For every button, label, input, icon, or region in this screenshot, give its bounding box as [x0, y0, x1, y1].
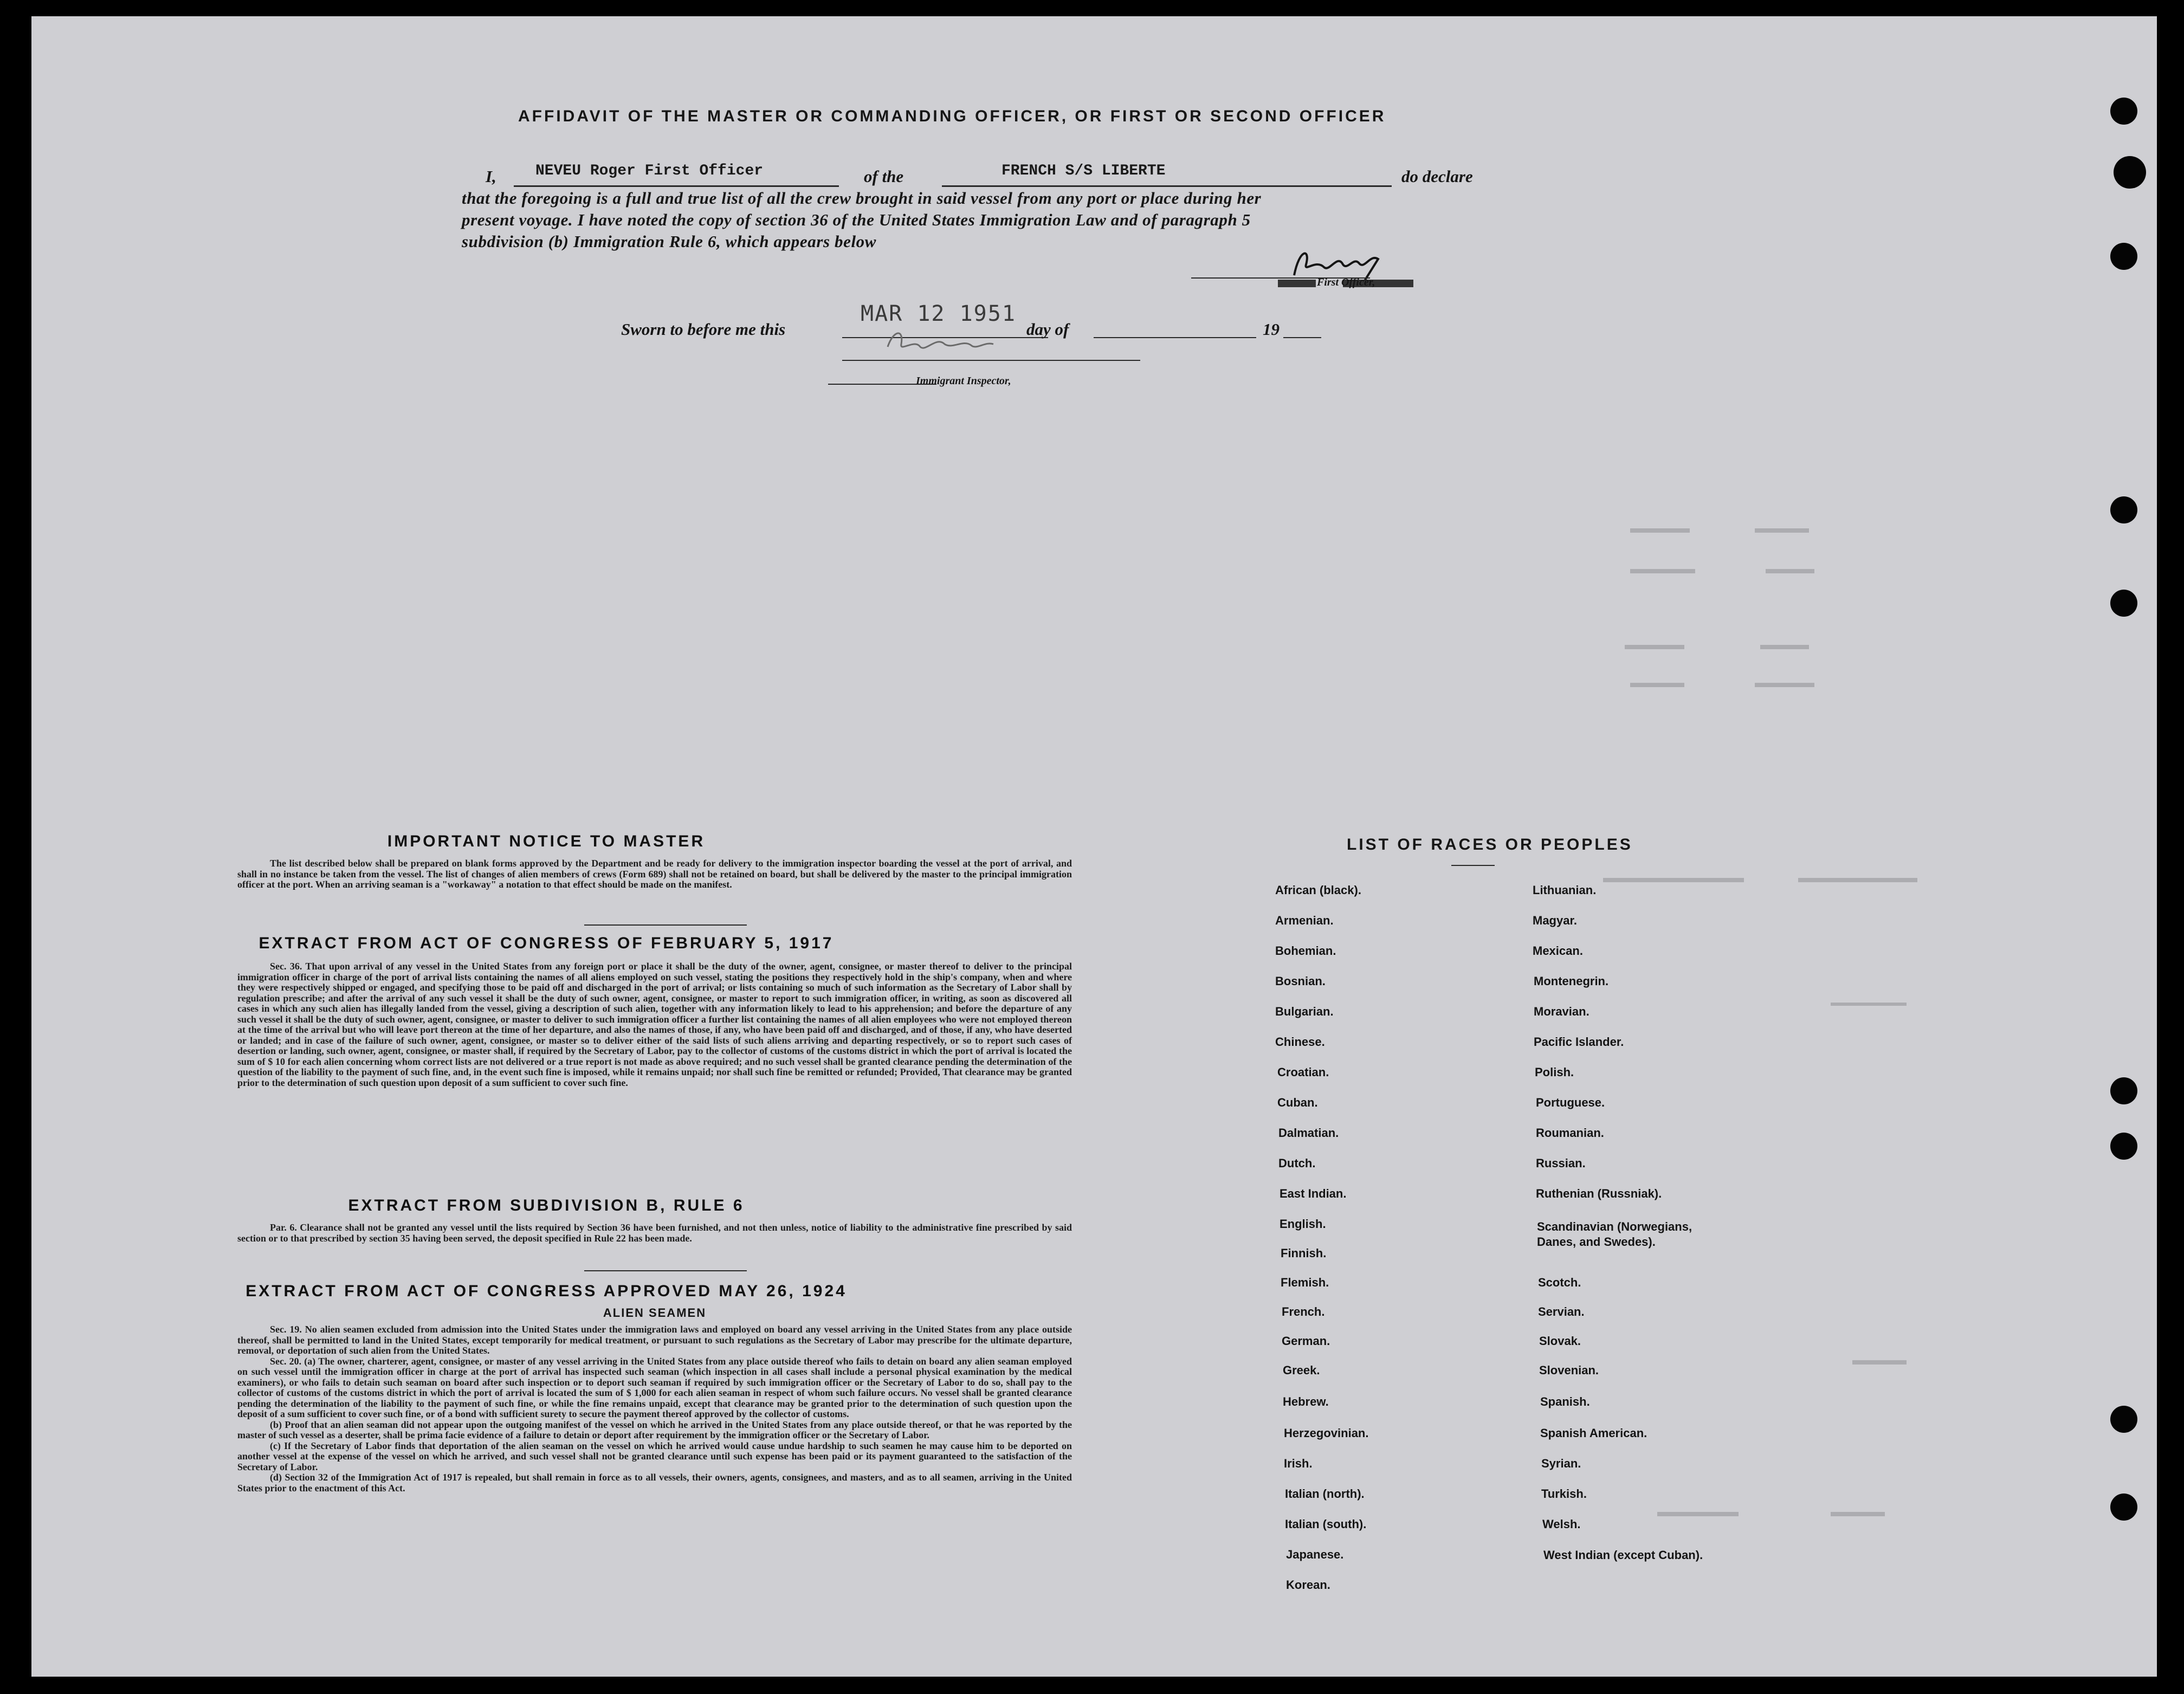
race-item: Dalmatian.: [1278, 1126, 1339, 1140]
vessel-line: [942, 185, 1392, 187]
month-line: [1094, 337, 1256, 338]
extract-1924-sec20b: (b) Proof that an alien seaman did not appear upon the outgoing manifest of the vessel on which he arrived in the United States from any place outside thereof, or that he was reported by the master of such vessel as a deserter, shall be prima facie evidence of a failure to detain or deport after requirement by the immigration officer or the Secretary of Labor.: [237, 1419, 1072, 1440]
race-item: Croatian.: [1277, 1065, 1329, 1079]
race-item: Welsh.: [1542, 1517, 1581, 1531]
binder-hole: [2110, 1406, 2137, 1433]
races-title: LIST OF RACES OR PEOPLES: [1347, 836, 1633, 854]
extract-1924-subtitle: ALIEN SEAMEN: [603, 1306, 707, 1320]
race-item: Japanese.: [1286, 1548, 1344, 1561]
day-of-label: day of: [1026, 320, 1069, 339]
extract-1917-body: [237, 961, 1072, 1088]
race-item: Cuban.: [1277, 1096, 1318, 1109]
vessel-name: FRENCH S/S LIBERTE: [1001, 163, 1166, 179]
race-item: Slovenian.: [1539, 1363, 1599, 1377]
race-item: West Indian (except Cuban).: [1543, 1548, 1703, 1562]
of-the-label: of the: [864, 167, 904, 186]
extract-1924-sec19: Sec. 19. No alien seamen excluded from admission into the United States under the immigration laws and employed on board any vessel arriving in the United States from any place outside thereof, shall be permitted to land in the United States, except temporarily for medical treatment, or pursuant to such regulations as the Secretary of Labor may prescribe for the ultimate departure, removal, or deportation of such alien from the United States.: [237, 1324, 1072, 1356]
extract-rule6-text: Par. 6. Clearance shall not be granted any vessel until the lists required by Section 36 have been furnished, and not then unless, notice of liability to the administrative fine prescribed by said section or to that prescribed by section 35 having been served, the deposit specified in Rule 22 has been made.: [237, 1222, 1072, 1244]
binder-hole: [2110, 1077, 2137, 1104]
manifest-page: [31, 16, 2157, 1677]
inspector-line-1: [842, 360, 1140, 361]
year-line: [1283, 337, 1321, 338]
affidavit-line2: that the foregoing is a full and true list of all the crew brought in said vessel from any port or place during her: [462, 189, 1262, 208]
race-item: Italian (north).: [1285, 1487, 1365, 1501]
race-item: Hebrew.: [1283, 1395, 1329, 1408]
race-item: Bosnian.: [1275, 974, 1326, 988]
race-item: Scandinavian (Norwegians, Danes, and Swedes).: [1537, 1220, 1692, 1249]
binder-hole: [2110, 98, 2137, 125]
race-item: Roumanian.: [1536, 1126, 1604, 1140]
affidavit-prefix: I,: [486, 167, 496, 186]
inspector-caption: Immigrant Inspector,: [916, 375, 1011, 387]
extract-rule6-body: [237, 1223, 1072, 1244]
race-item: Syrian.: [1541, 1457, 1581, 1470]
race-item: Spanish American.: [1540, 1426, 1647, 1440]
race-item: Mexican.: [1533, 944, 1583, 958]
race-item: Korean.: [1286, 1578, 1330, 1592]
divider: [584, 924, 747, 926]
affidavit-title: AFFIDAVIT OF THE MASTER OR COMMANDING OFFICER, OR FIRST OR SECOND OFFICER: [518, 107, 1386, 125]
race-item: Polish.: [1535, 1065, 1574, 1079]
extract-1917-text: Sec. 36. That upon arrival of any vessel in the United States from any foreign port or place it shall be the duty of the owner, agent, consignee, or master thereof to deliver to the principal immigration officer in charge of the port of arrival lists containing the names of all aliens employed on such vessel, stating the positions they respectively hold in the ship's company, when and where they were respectively shipped or engaged, and specifying those to be paid off and discharged in the port of arrival; or lists containing so much of such information as the Secretary of Labor shall by regulation prescribe; and after the arrival of any such vessel it shall be the duty of such owner, agent, consignee, or master to report to such immigration officer, in writing, as soon as discovered all cases in which any such alien has illegally landed from the vessel, giving a description of such alien, together with any information likely to lead to his apprehension; and before the departure of any such vessel it shall be the duty of such owner, agent, consignee, or master to deliver to such immigration officer a further list containing the names of all alien employees who were not employed thereon at the time of the arrival but who will leave port thereon at the time of her departure, and also the names of those, if any, who have been paid off and discharged, and of those, if any, who have deserted or landed; and in case of the failure of such owner, agent, consignee, or master so to deliver either of the said lists of such aliens arriving and departing respectively, or so to report such cases of desertion or landing, such owner, agent, consignee, or master shall, if required by the Secretary of Labor, pay to the collector of customs of the customs district in which the port of arrival is located the sum of $ 10 for each alien concerning whom correct lists are not delivered or a true report is not made as above required; and no such vessel shall be granted clearance pending the determination of the question of the liability to the payment of such fine, and, in the event such fine is imposed, while it remains unpaid; nor shall such fine be remitted or refunded; Provided, That clearance may be granted prior to the determination of such question upon deposit of a sum sufficient to cover such fine.: [237, 961, 1072, 1088]
declarant-line: [514, 185, 839, 187]
race-item: Slovak.: [1539, 1334, 1581, 1348]
race-item: East Indian.: [1280, 1187, 1347, 1200]
race-item: Bulgarian.: [1275, 1005, 1334, 1018]
race-item: Pacific Islander.: [1534, 1035, 1624, 1049]
extract-1917-title: EXTRACT FROM ACT OF CONGRESS OF FEBRUARY 5, 1917: [259, 934, 834, 952]
race-item: Servian.: [1538, 1305, 1585, 1318]
race-item: Turkish.: [1541, 1487, 1587, 1501]
race-item: English.: [1280, 1217, 1326, 1231]
notice-title: IMPORTANT NOTICE TO MASTER: [387, 832, 706, 850]
race-item: Lithuanian.: [1533, 883, 1597, 897]
race-item: Finnish.: [1281, 1246, 1327, 1260]
race-item: Greek.: [1283, 1363, 1320, 1377]
extract-1924-body: [237, 1324, 1072, 1493]
race-item: Flemish.: [1281, 1276, 1329, 1289]
race-item: Italian (south).: [1285, 1517, 1367, 1531]
race-item: Ruthenian (Russniak).: [1536, 1187, 1662, 1200]
year-label: 19: [1263, 320, 1280, 339]
race-item: Montenegrin.: [1534, 974, 1609, 988]
binder-hole: [2114, 156, 2146, 189]
binder-hole: [2110, 1133, 2137, 1160]
extract-rule6-title: EXTRACT FROM SUBDIVISION B, RULE 6: [348, 1197, 745, 1214]
inspector-signature: [877, 320, 1007, 363]
race-item: Chinese.: [1275, 1035, 1325, 1049]
race-item: African (black).: [1275, 883, 1361, 897]
binder-hole: [2110, 243, 2137, 270]
binder-hole: [2110, 496, 2137, 523]
do-declare-label: do declare: [1401, 167, 1473, 186]
race-item: Herzegovinian.: [1284, 1426, 1369, 1440]
binder-hole: [2110, 590, 2137, 617]
divider: [584, 1270, 747, 1271]
race-item: German.: [1282, 1334, 1330, 1348]
date-stamp: MAR 12 1951: [861, 301, 1016, 326]
race-item: Bohemian.: [1275, 944, 1336, 958]
race-item: French.: [1282, 1305, 1325, 1318]
affidavit-line4: subdivision (b) Immigration Rule 6, which appears below: [462, 232, 877, 251]
binder-hole: [2110, 1493, 2137, 1521]
affidavit-line3: present voyage. I have noted the copy of section 36 of the United States Immigration Law and of paragraph 5: [462, 210, 1251, 229]
race-item: Irish.: [1284, 1457, 1313, 1470]
declarant-name: NEVEU Roger First Officer: [535, 163, 764, 179]
race-item: Dutch.: [1278, 1156, 1316, 1170]
race-item: Moravian.: [1534, 1005, 1589, 1018]
divider: [1451, 865, 1495, 866]
extract-1924-sec20c: (c) If the Secretary of Labor finds that deportation of the alien seaman on the vessel on which he arrived would cause undue hardship to such seamen he may cause him to be deported on another vessel at the expense of the vessel on which he arrived, and such vessel shall not be granted clearance until such expense has been paid or its payment guaranteed to the satisfaction of the Secretary of Labor.: [237, 1440, 1072, 1472]
race-item: Scotch.: [1538, 1276, 1581, 1289]
race-item: Magyar.: [1533, 914, 1577, 927]
extract-1924-title: EXTRACT FROM ACT OF CONGRESS APPROVED MAY 26, 1924: [245, 1282, 847, 1300]
race-item: Portuguese.: [1536, 1096, 1605, 1109]
sworn-label: Sworn to before me this: [621, 320, 786, 339]
struck-out-text: [1278, 280, 1316, 287]
race-item: Spanish.: [1540, 1395, 1590, 1408]
notice-text: The list described below shall be prepared on blank forms approved by the Department and be ready for delivery to the immigration inspector boarding the vessel at the port of arrival, and shall in no instance be taken from the vessel. The list of changes of alien members of crews (Form 689) shall not be retained on board, but shall be delivered by the master to the principal immigration officer at the port. When an arriving seaman is a "workaway" a notation to that effect should be made on the manifest.: [237, 858, 1072, 890]
race-item: Armenian.: [1275, 914, 1334, 927]
extract-1924-sec20d: (d) Section 32 of the Immigration Act of 1917 is repealed, but shall remain in force as to all vessels, their owners, agents, consignees, and masters, and as to all seamen, arriving in the United States prior to the enactment of this Act.: [237, 1472, 1072, 1493]
race-item: Russian.: [1536, 1156, 1586, 1170]
officer-caption: First Officer,: [1317, 276, 1375, 288]
notice-body: [237, 858, 1072, 890]
extract-1924-sec20a: Sec. 20. (a) The owner, charterer, agent, consignee, or master of any vessel arriving in the United States from any place outside thereof who fails to detain on board any alien seaman employed on such vessel until the immigration officer in charge at the port of arrival has inspected such seaman (which inspection in all cases shall include a personal physical examination by the medical examiners), or who fails to detain such seaman on board after such inspection or to deport such seaman if required by such immigration officer or the Secretary of Labor to do so, shall pay to the collector of customs of the customs district in which the port of arrival is located the sum of $ 1,000 for each alien seaman in respect of whom such failure occurs. No vessel shall be granted clearance pending the determination of the liability to the payment of such fine, or while the fine remains unpaid, except that clearance may be granted prior to the determination of such question upon the deposit of a sum sufficient to cover such fine, or of a bond with sufficient surety to secure the payment thereof approved by the collector of customs.: [237, 1355, 1072, 1419]
